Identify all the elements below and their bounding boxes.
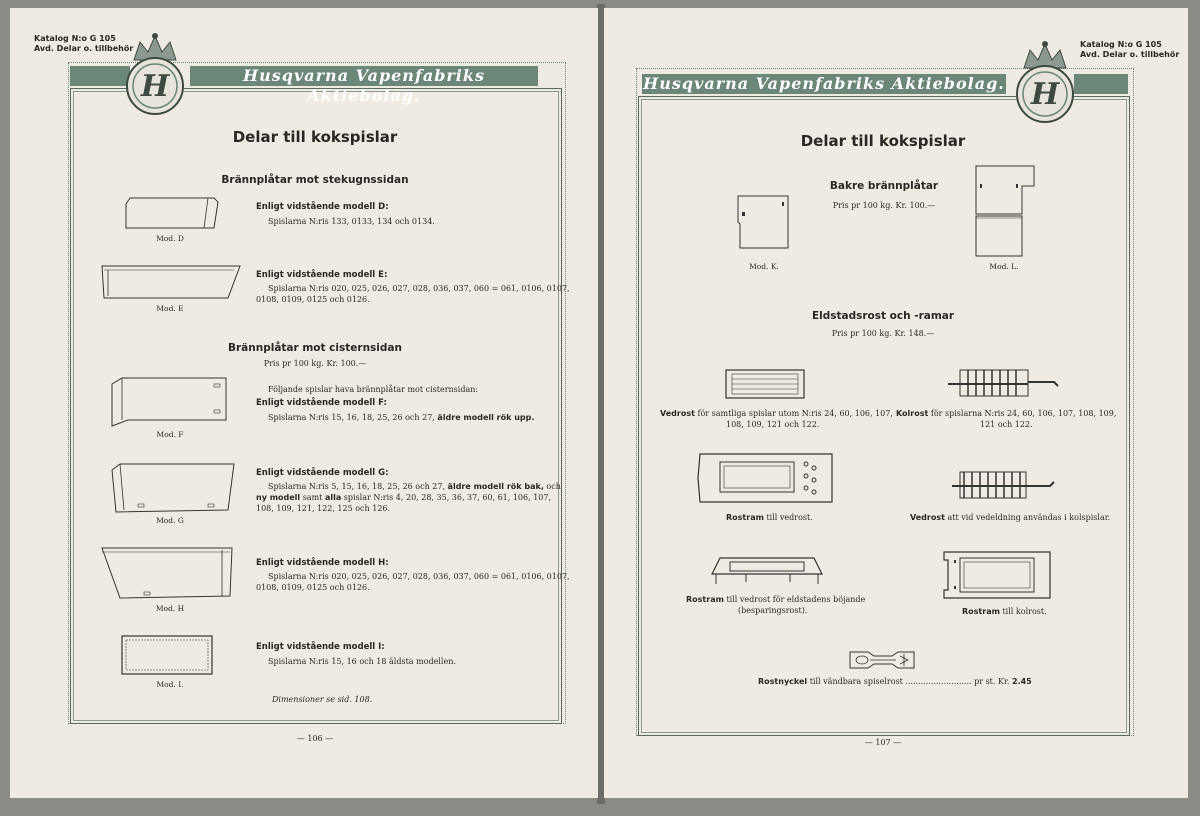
section-heading-bakre: Bakre brännplåtar [829,180,939,192]
rostnyckel-body: till vändbara spiselrost .......................... pr st. Kr. [809,677,1010,686]
rostram-heading: Rostram [726,513,764,522]
vedrost-kolspis-text [910,512,1110,523]
mod-g-heading: Enligt vidstående modell G: [256,468,389,478]
banner-right-stripe [1074,74,1128,94]
mod-k-label: Mod. K. [749,262,779,271]
mod-e-label: Mod. E [156,304,184,313]
rostram-kolrost-drawing [940,550,1054,600]
mod-d-drawing [124,194,220,232]
mod-f-text [268,412,534,423]
rostram-besparing-heading: Rostram [686,595,724,604]
vedrost-text-1 [660,408,893,419]
mod-g-text-1a: Spislarna N:ris 5, 15, 16, 18, 25, 26 och 27, [268,482,445,491]
price-eldstad: Pris pr 100 kg. Kr. 148.— [831,329,935,338]
cistern-intro: Följande spislar hava brännplåtar mot cisternsidan: [268,385,479,394]
mod-i-heading: Enligt vidstående modell I: [256,642,385,652]
mod-h-heading: Enligt vidstående modell H: [256,558,389,568]
rostnyckel-text [758,676,1032,687]
mod-g-drawing [110,464,238,516]
mod-f-text-bold: äldre modell rök upp. [437,413,535,422]
mod-g-text-2 [256,492,551,503]
vedrost-drawing [724,368,806,400]
kolrost-drawing [946,366,1062,402]
mod-k-drawing [736,194,790,250]
mod-g-text-2b: samt [302,493,323,502]
mod-h-text-1: Spislarna N:ris 020, 025, 026, 027, 028, 036, 037, 060 = 061, 0106, 0107, [268,572,570,581]
catalog-number [34,34,133,54]
rostram-kolrost-text [962,606,1047,617]
company-banner: Husqvarna Vapenfabriks Aktiebolag. [643,74,1005,93]
rostnyckel-heading: Rostnyckel [758,677,808,686]
catalog-line-2: Avd. Delar o. tillbehör [1080,50,1180,59]
mod-i-drawing [120,634,214,676]
mod-g-text-2c: alla [324,493,342,502]
mod-l-label: Mod. L. [989,262,1019,271]
rostram-kolrost-heading: Rostram [962,607,1000,616]
catalog-line-1: Katalog N:o G 105 [1080,40,1162,49]
kolrost-text-1a: för spislarna N:ris 24, 60, 106, 107, 108, 109, [930,409,1117,418]
mod-g-text-1 [268,481,561,492]
vedrost-text-2: 108, 109, 121 och 122. [726,420,820,429]
mod-g-text-3: 108, 109, 121, 122, 125 och 126. [256,504,391,513]
vedrost-kolspis-body: att vid vedeldning användas i kolspislar. [947,513,1111,522]
mod-h-drawing [100,546,236,602]
mod-f-heading: Enligt vidstående modell F: [256,398,387,408]
vedrost-kolspis-heading: Vedrost [910,513,945,522]
mod-g-label: Mod. G [156,516,184,525]
mod-d-label: Mod. D [156,234,184,243]
mod-h-label: Mod. H [155,604,185,613]
svg-text:H: H [1030,77,1060,112]
mod-e-heading: Enligt vidstående modell E: [256,270,388,280]
page-title: Delar till kokspislar [232,128,398,146]
mod-g-text-2a: ny modell [256,493,301,502]
mod-g-text-1b: äldre modell rök bak, [447,482,544,491]
rostnyckel-drawing [848,648,918,672]
section-heading-cistern: Brännplåtar mot cisternsidan [228,342,402,354]
page-title: Delar till kokspislar [800,132,966,150]
page-number-right: — 107 — [864,738,902,747]
mod-g-text-1c: och [546,482,561,491]
section-heading-eldstad: Eldstadsrost och -ramar [811,310,955,322]
catalog-number [1080,40,1179,60]
page-number-left: — 106 — [296,734,334,743]
rostram-besparing-text-2: (besparingsrost). [738,606,808,615]
kolrost-heading: Kolrost [896,409,929,418]
price-cistern: Pris pr 100 kg. Kr. 100.— [263,359,367,368]
mod-i-text: Spislarna N:ris 15, 16 och 18 äldsta modellen. [268,657,456,666]
company-banner: Husqvarna Vapenfabriks Aktiebolag. [190,66,538,86]
crown-emblem-icon [1012,38,1078,124]
rostram-vedrost-drawing [696,452,836,506]
section-heading-stekugn: Brännplåtar mot stekugnssidan [221,174,409,186]
vedrost-heading: Vedrost [660,409,695,418]
mod-g-text-2d: spislar N:ris 4, 20, 28, 35, 36, 37, 60, 61, 106, 107, [343,493,552,502]
mod-e-text-1: Spislarna N:ris 020, 025, 026, 027, 028, 036, 037, 060 = 061, 0106, 0107, [268,284,570,293]
left-page [10,8,598,798]
vedrost-kolspis-drawing [950,466,1056,502]
mod-h-text-2: 0108, 0109, 0125 och 0126. [256,583,370,592]
right-page [604,8,1188,798]
dimensions-note: Dimensioner se sid. 108. [272,695,373,704]
mod-d-text: Spislarna N:ris 133, 0133, 134 och 0134. [268,217,435,226]
rostram-vedrost-text [726,512,813,523]
svg-text:H: H [140,69,170,104]
mod-l-drawing [974,164,1038,260]
kolrost-text-2: 121 och 122. [980,420,1033,429]
mod-e-drawing [100,262,242,302]
mod-f-label: Mod. F [156,430,184,439]
mod-f-text-plain: Spislarna N:ris 15, 16, 18, 25, 26 och 27, [268,413,435,422]
rostnyckel-price: 2.45 [1012,677,1032,686]
rostram-besparing-body: till vedrost för eldstadens böjande [726,595,866,604]
kolrost-text-1 [896,408,1116,419]
banner-left-stripe [70,66,130,86]
crown-emblem-icon [122,30,188,116]
mod-i-label: Mod. I. [156,680,184,689]
mod-f-drawing [108,376,230,428]
rostram-text: till vedrost. [766,513,813,522]
vedrost-text-1a: för samtliga spislar utom N:ris 24, 60, 106, 107, [697,409,893,418]
mod-e-text-2: 0108, 0109, 0125 och 0126. [256,295,370,304]
rostram-besparing-drawing [710,556,824,588]
catalog-line-2: Avd. Delar o. tillbehör [34,44,134,53]
price-bakre: Pris pr 100 kg. Kr. 100.— [832,201,936,210]
rostram-kolrost-body: till kolrost. [1002,607,1047,616]
mod-d-heading: Enligt vidstående modell D: [256,202,389,212]
rostram-besparing-text-1 [686,594,865,605]
catalog-line-1: Katalog N:o G 105 [34,34,116,43]
